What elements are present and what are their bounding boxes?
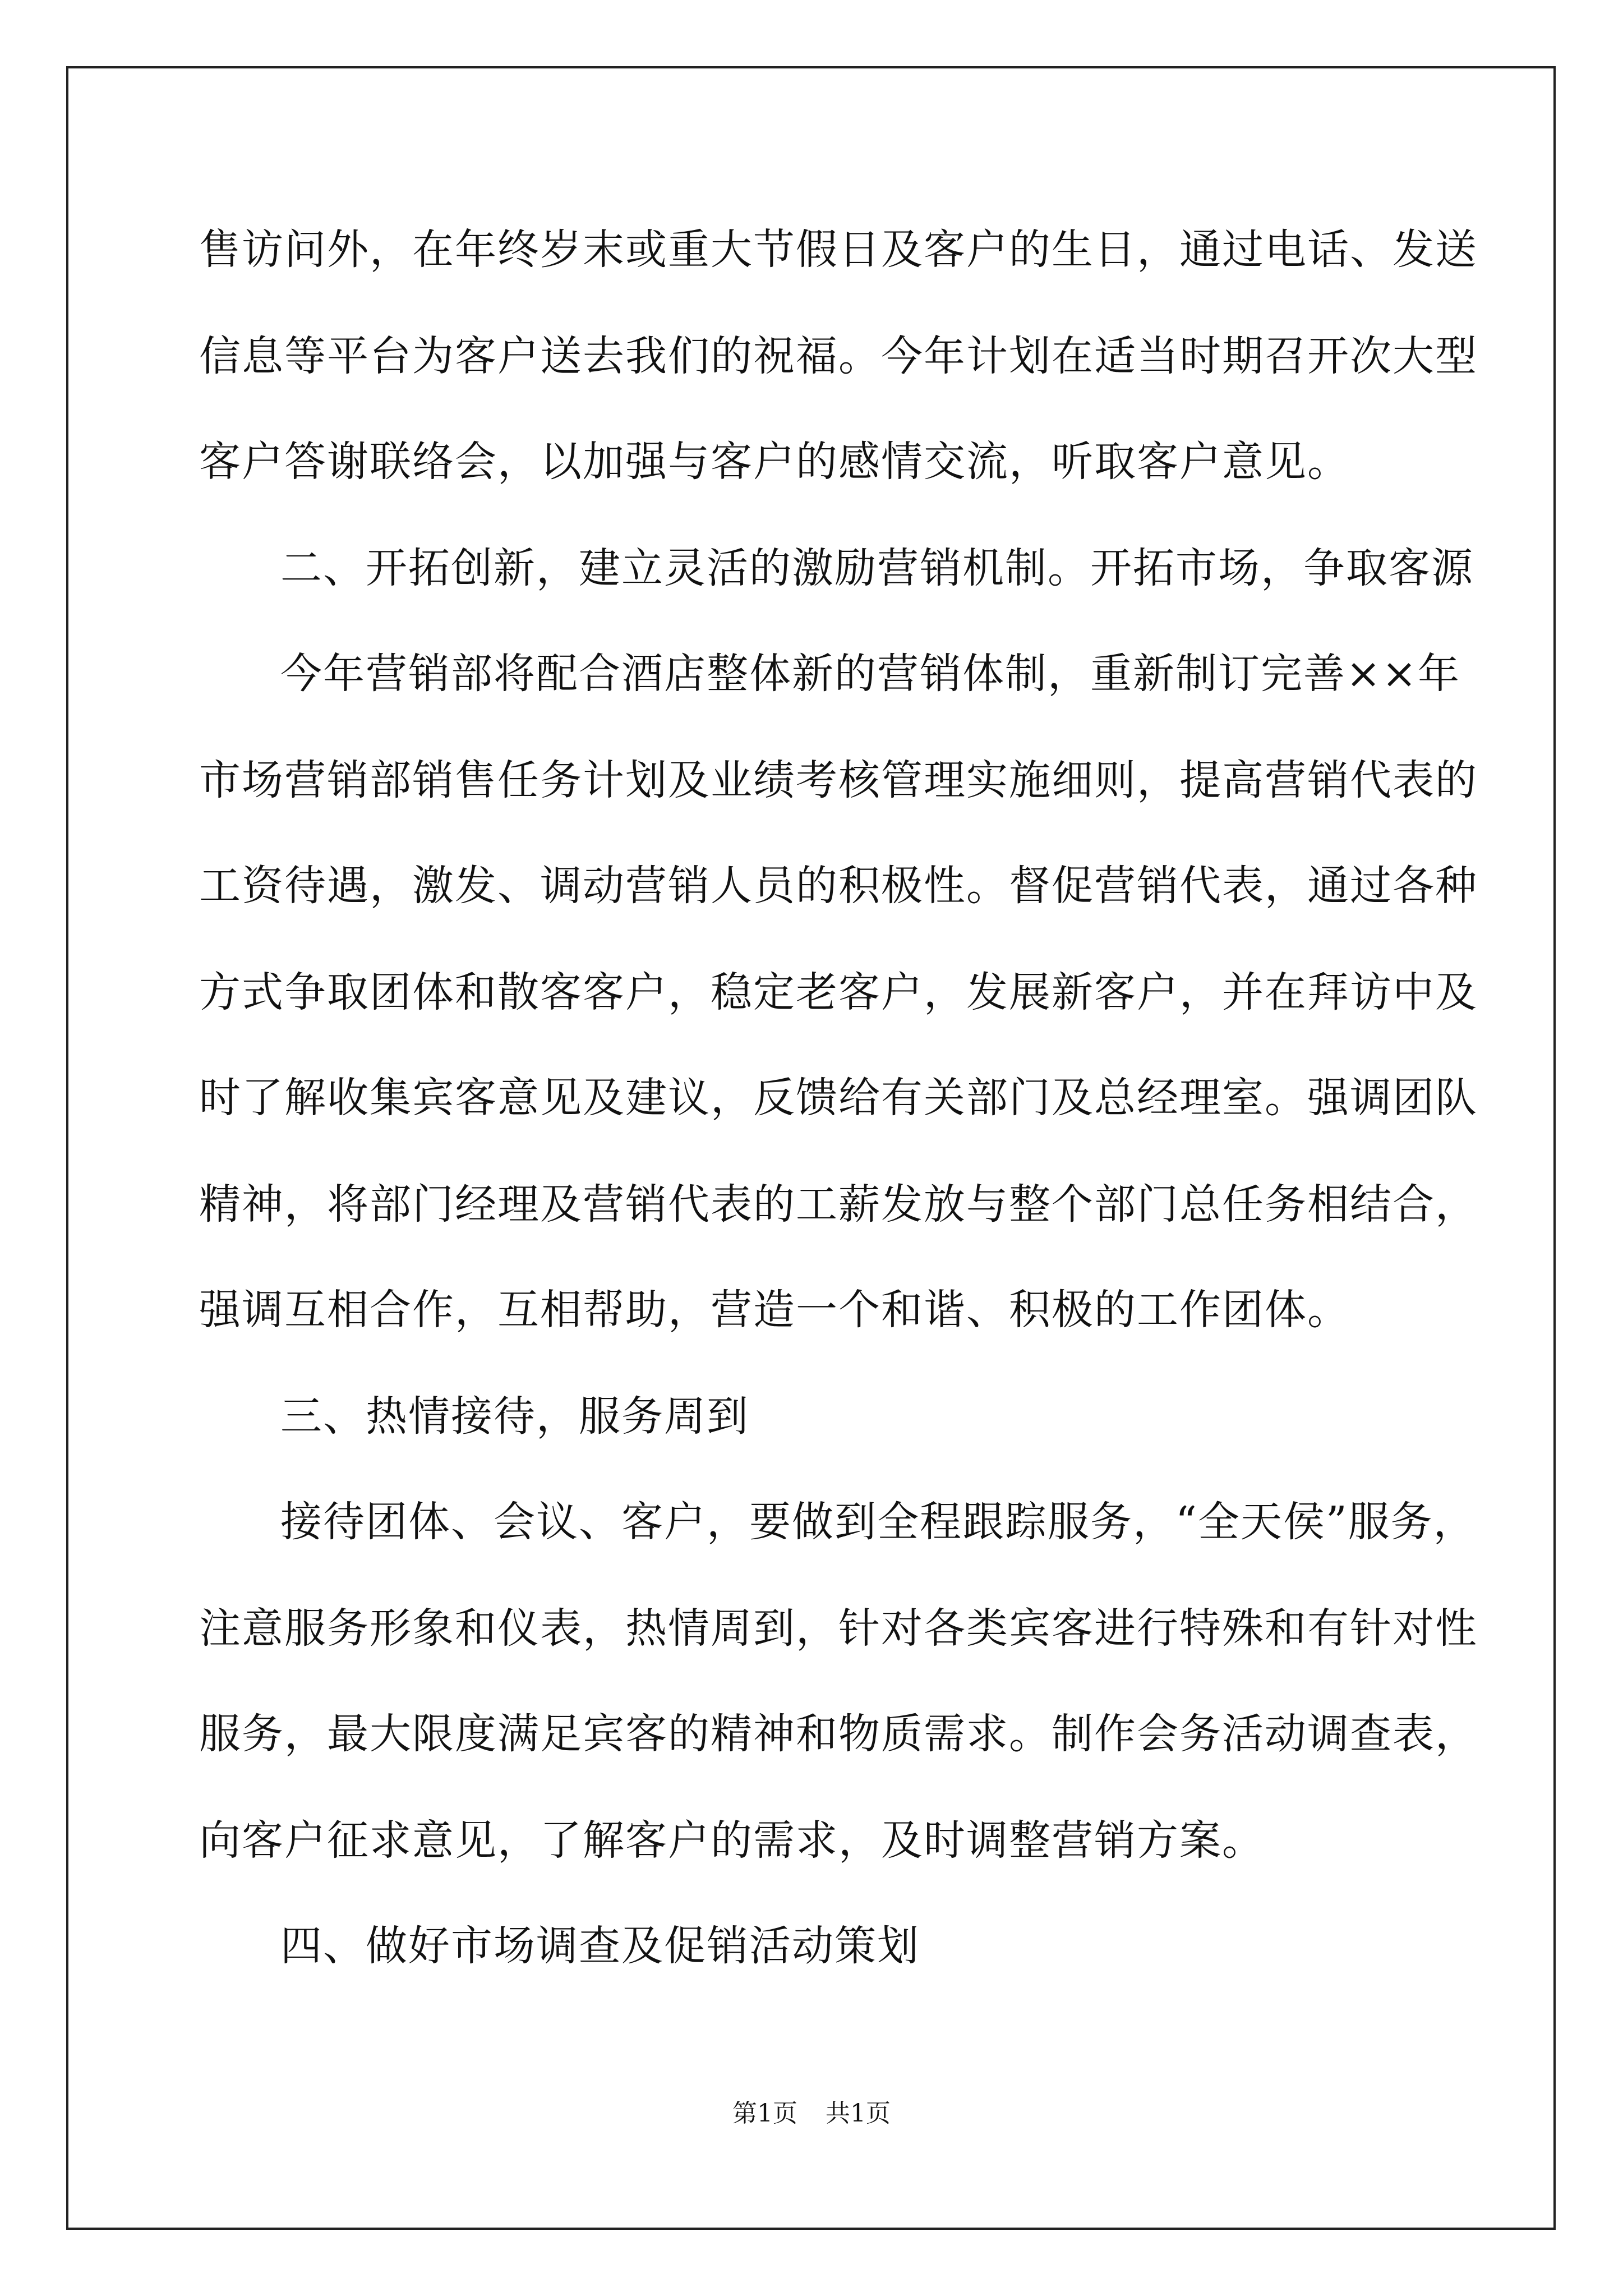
paragraph-line: 市场营销部销售任务计划及业绩考核管理实施细则，提高营销代表的 (199, 756, 1478, 804)
section-heading: 四、做好市场调查及促销活动策划 (280, 1922, 920, 1970)
page-total: 共1页 (826, 2099, 891, 2128)
paragraph-line: 信息等平台为客户送去我们的祝福。今年计划在适当时期召开次大型 (199, 332, 1478, 380)
paragraph-line: 向客户征求意见，了解客户的需求，及时调整营销方案。 (199, 1816, 1265, 1865)
section-heading: 二、开拓创新，建立灵活的激励营销机制。开拓市场，争取客源 (280, 544, 1474, 592)
paragraph-line: 服务，最大限度满足宾客的精神和物质需求。制作会务活动调查表， (199, 1710, 1478, 1758)
page-number: 第1页 (732, 2099, 797, 2128)
paragraph-line: 接待团体、会议、客户，要做到全程跟踪服务，“全天侯”服务， (280, 1498, 1476, 1546)
paragraph-line: 注意服务形象和仪表，热情周到，针对各类宾客进行特殊和有针对性 (199, 1604, 1478, 1653)
section-heading: 三、热情接待，服务周到 (280, 1392, 749, 1441)
page-border (66, 66, 1556, 2230)
paragraph-line: 客户答谢联络会，以加强与客户的感情交流，听取客户意见。 (199, 438, 1350, 486)
paragraph-line: 今年营销部将配合酒店整体新的营销体制，重新制订完善××年 (280, 650, 1461, 698)
paragraph-line: 工资待遇，激发、调动营销人员的积极性。督促营销代表，通过各种 (199, 862, 1478, 910)
page-footer (0, 2097, 1623, 2131)
paragraph-line: 精神，将部门经理及营销代表的工薪发放与整个部门总任务相结合， (199, 1180, 1478, 1228)
paragraph-line: 方式争取团体和散客客户，稳定老客户，发展新客户，并在拜访中及 (199, 968, 1478, 1016)
paragraph-line: 售访问外，在年终岁末或重大节假日及客户的生日，通过电话、发送 (199, 226, 1478, 274)
paragraph-line: 强调互相合作，互相帮助，营造一个和谐、积极的工作团体。 (199, 1286, 1350, 1334)
paragraph-line: 时了解收集宾客意见及建议，反馈给有关部门及总经理室。强调团队 (199, 1074, 1478, 1122)
